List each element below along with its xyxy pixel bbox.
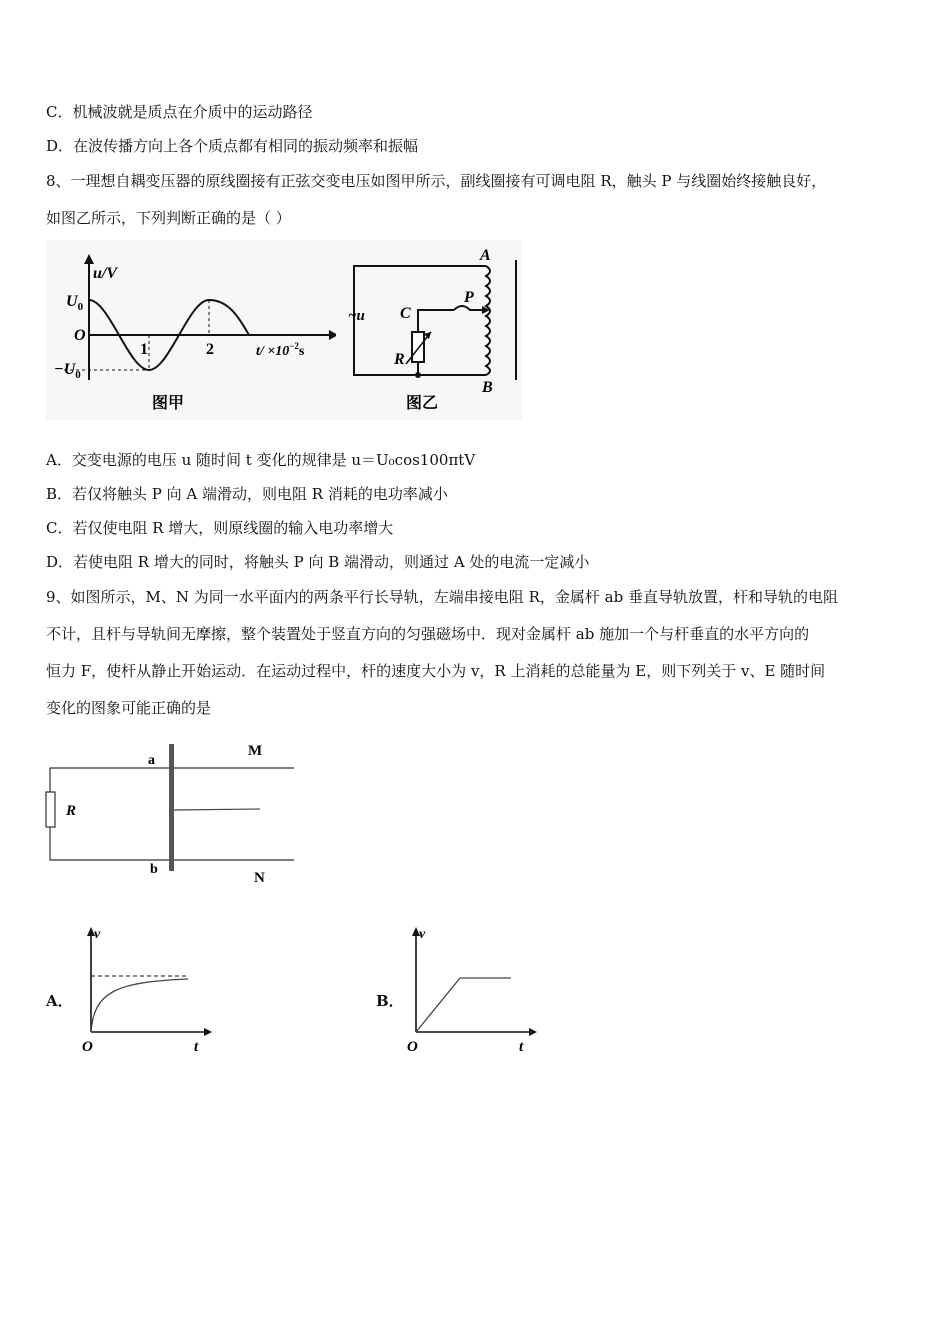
graph-b-t-arrow-icon xyxy=(529,1028,537,1036)
graph-a-y-label: v xyxy=(94,927,101,942)
q8-option-b: B．若仅将触头 P 向 A 端滑动，则电阻 R 消耗的电功率减小 xyxy=(46,485,448,503)
figure-a-neg-u0-label: $-U_0$ xyxy=(54,361,81,381)
figure-a-x-axis-label: $t/ \times 10^{-2}s$ xyxy=(256,341,305,359)
figure-a-y-axis-label: u/V xyxy=(93,265,118,282)
figure-a-tick-2: 2 xyxy=(206,341,214,358)
q8-figure-b xyxy=(336,240,522,420)
figure-b-label-r: R xyxy=(394,351,405,368)
q8-option-a: A．交变电源的电压 u 随时间 t 变化的规律是 u＝U₀cos100πtV xyxy=(46,451,476,469)
graph-a-x-label: t xyxy=(194,1039,199,1055)
q7-option-d: D．在波传播方向上各个质点都有相同的振动频率和振幅 xyxy=(46,137,419,155)
q9-stem-line1: 9、如图所示，M、N 为同一水平面内的两条平行长导轨，左端串接电阻 R，金属杆 ab 垂直导轨放置，杆和导轨的电阻 xyxy=(46,588,838,606)
q9-graph-b-option-label: B． xyxy=(376,992,404,1010)
rail-resistor xyxy=(46,792,55,827)
graph-b-origin: O xyxy=(407,1039,418,1055)
q9-stem-line4: 变化的图象可能正确的是 xyxy=(46,699,212,717)
q8-option-d: D．若使电阻 R 增大的同时，将触头 P 向 B 端滑动，则通过 A 处的电流一定减小 xyxy=(46,553,590,571)
figure-b-label-p: P xyxy=(464,289,474,306)
q9-rail-figure xyxy=(40,740,300,890)
force-line xyxy=(174,809,260,810)
q9-stem-line2: 不计，且杆与导轨间无摩擦，整个装置处于竖直方向的匀强磁场中．现对金属杆 ab 施加一个与杆垂直的水平方向的 xyxy=(46,625,810,643)
figure-a-u0-label: $U_0$ xyxy=(66,293,84,313)
graph-b-line xyxy=(416,978,511,1032)
rail-label-a: a xyxy=(148,753,155,768)
figure-a-tick-1: 1 xyxy=(140,341,148,358)
rail-label-b: b xyxy=(150,862,158,877)
figure-b-resistor xyxy=(412,332,424,362)
graph-b-x-label: t xyxy=(519,1039,524,1055)
q8-stem-line1: 8、一理想自耦变压器的原线圈接有正弦交变电压如图甲所示，副线圈接有可调电阻 R，触头 P 与线圈始终接触良好， xyxy=(46,172,827,190)
figure-b-label-a: A xyxy=(480,247,491,264)
rail-label-r: R xyxy=(66,803,77,819)
figure-a-caption: 图甲 xyxy=(152,393,185,412)
rail-label-n: N xyxy=(254,870,265,886)
figure-b-label-c: C xyxy=(400,305,411,322)
q9-graph-a xyxy=(80,924,220,1058)
graph-a-t-arrow-icon xyxy=(204,1028,212,1036)
q9-graph-b xyxy=(405,924,545,1058)
metal-rod-ab xyxy=(169,744,174,871)
q9-stem-line3: 恒力 F，使杆从静止开始运动．在运动过程中，杆的速度大小为 v，R 上消耗的总能量为 E，则下列关于 v、E 随时间 xyxy=(46,662,826,680)
q9-graph-a-option-label: A． xyxy=(46,992,73,1010)
graph-b-y-label: v xyxy=(419,927,426,942)
q8-option-c: C．若仅使电阻 R 增大，则原线圈的输入电功率增大 xyxy=(46,519,394,537)
q7-option-c: C．机械波就是质点在介质中的运动路径 xyxy=(46,103,313,121)
rail-label-m: M xyxy=(248,743,263,759)
figure-b-source-label: ~u xyxy=(348,308,365,324)
figure-b-caption: 图乙 xyxy=(406,393,439,412)
figure-b-junction xyxy=(415,372,421,378)
graph-a-origin: O xyxy=(82,1039,93,1055)
q8-figure-a xyxy=(46,240,336,420)
graph-a-curve xyxy=(91,979,188,1032)
q8-stem-line2: 如图乙所示，下列判断正确的是（ ） xyxy=(46,209,291,227)
figure-a-origin-label: O xyxy=(74,327,86,344)
figure-b-label-b: B xyxy=(482,379,493,396)
